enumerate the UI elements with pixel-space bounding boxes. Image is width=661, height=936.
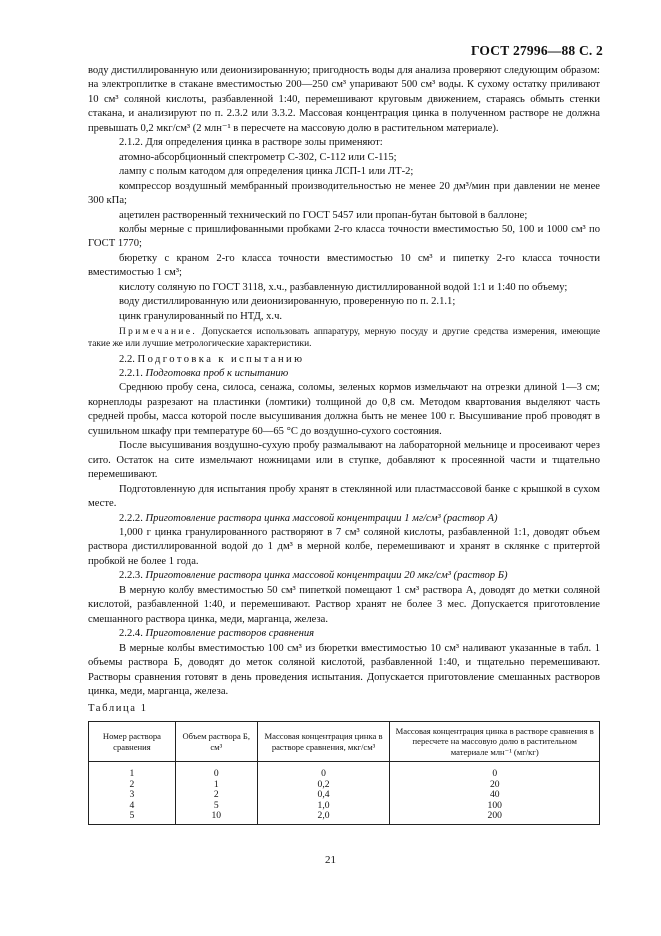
table-row — [89, 801, 600, 812]
table-cell: 1,0 — [257, 801, 390, 812]
table-cell: 0,2 — [257, 780, 390, 791]
subsection-heading — [88, 569, 600, 583]
list-item: колбы мерные с пришлифованными пробками 2-го класса точности вместимостью 50, 100 и 1000 см³ по ГОСТ 1770; — [88, 223, 600, 250]
table-cell: 100 — [390, 801, 600, 812]
section-heading — [88, 353, 600, 367]
data-table — [88, 721, 600, 825]
subsection-heading — [88, 512, 600, 526]
note — [88, 326, 600, 350]
table-cell: 2,0 — [257, 811, 390, 824]
table-caption: Таблица 1 — [88, 703, 148, 715]
subsection-title: Подготовка проб к испытанию — [145, 368, 289, 380]
list-item: лампу с полым катодом для определения цинка ЛСП-1 или ЛТ-2; — [119, 166, 414, 178]
list-item: компрессор воздушный мембранный производительностью не менее 20 дм³/мин при давлении не менее 300 кПа; — [88, 180, 600, 207]
list-item: воду дистиллированную или деионизированную, проверенную по п. 2.1.1; — [119, 296, 456, 308]
subsection-number: 2.2.1. — [119, 368, 143, 380]
table-row — [89, 780, 600, 791]
table-row — [89, 762, 600, 780]
page-header: ГОСТ 27996—88 С. 2 — [470, 43, 603, 58]
note-text: Допускается использовать аппаратуру, мерную посуду и другие средства измерения, имеющие такие же или лучшие метрологические характеристики. — [88, 327, 601, 350]
table-cell: 200 — [390, 811, 600, 824]
table-cell: 0 — [257, 762, 390, 780]
table-cell: 5 — [89, 811, 176, 824]
table-cell: 3 — [89, 790, 176, 801]
subsection-title: Приготовление растворов сравнения — [145, 628, 315, 640]
subsection-number: 2.2.4. — [119, 628, 143, 640]
table-cell: 10 — [175, 811, 257, 824]
subsection-number: 2.2.2. — [119, 512, 143, 524]
subsection-title: Приготовление раствора цинка массовой концентрации 20 мкг/см³ (раствор Б) — [145, 570, 508, 582]
table-row — [89, 790, 600, 801]
subsection-number: 2.2.3. — [119, 570, 143, 582]
table-cell: 0,4 — [257, 790, 390, 801]
table-cell: 1 — [89, 762, 176, 780]
document-body — [88, 64, 600, 825]
subsection-heading — [88, 627, 600, 641]
section-number: 2.2. — [119, 353, 135, 365]
table-cell: 5 — [175, 801, 257, 812]
column-header: Объем раствора Б, см³ — [175, 721, 257, 761]
table-cell: 2 — [89, 780, 176, 791]
list-item: кислоту соляную по ГОСТ 3118, х.ч., разбавленную дистиллированной водой 1:1 и 1:40 по объему; — [119, 281, 568, 293]
list-item: ацетилен растворенный технический по ГОСТ 5457 или пропан-бутан бытовой в баллоне; — [119, 209, 528, 221]
note-label: Примечание. — [119, 327, 198, 338]
table-cell: 1 — [175, 780, 257, 791]
paragraph: В мерную колбу вместимостью 50 см³ пипеткой помещают 1 см³ раствора А, доводят до метки соляной кислотой, разбавленной 1:40, и перемешивают. Раствор хранят не более 3 мес. Допускается приготовление смешанного раствора цинка, меди, марганца, железа. — [88, 584, 600, 625]
table-cell: 4 — [89, 801, 176, 812]
list-item: атомно-абсорбционный спектрометр С-302, С-112 или С-115; — [119, 151, 397, 163]
paragraph: После высушивания воздушно-сухую пробу размалывают на лабораторной мельнице и просеивают через сито. Остаток на сите измельчают ножницами или в ступке, добавляют к просеянной части и тщательно перемешивают. — [88, 440, 600, 481]
paragraph: 1,000 г цинка гранулированного растворяют в 7 см³ соляной кислоты, разбавленной 1:1, доводят объем раствора дистиллированной водой до 1 дм³ в мерной колбе, перемешивают и хранят в склянке с притертой пробкой не более 1 года. — [88, 527, 600, 567]
paragraph: Подготовленную для испытания пробу хранят в стеклянной или пластмассовой банке с крышкой в сухом месте. — [88, 483, 600, 510]
page-number: 21 — [325, 854, 336, 866]
table-cell: 0 — [175, 762, 257, 780]
column-header: Номер раствора сравнения — [89, 721, 176, 761]
table-cell: 0 — [390, 762, 600, 780]
subsection-title: Приготовление раствора цинка массовой концентрации 1 мг/см³ (раствор А) — [145, 512, 498, 524]
table-cell: 40 — [390, 790, 600, 801]
list-item: бюретку с краном 2-го класса точности вместимостью 10 см³ и пипетку 2-го класса точности вместимостью 1 см³; — [88, 252, 600, 279]
paragraph: Среднюю пробу сена, силоса, сенажа, соломы, зеленых кормов измельчают на отрезки длиной 1—3 см; корнеплоды разрезают на пластинки (ломтики) толщиной до 0,8 см. Методом квартования выделяют часть средней пробы, масса которой после высушивания должна быть не менее 100 г. Высушивание проб проводят в сушильном шкафу при температуре 60—65 °С до воздушно-сухого состояния. — [88, 382, 600, 437]
subsection-heading — [88, 367, 600, 381]
paragraph: воду дистиллированную или деионизированную; пригодность воды для анализа проверяют следующим образом: на электроплитке в стакане вместимостью 200—250 см³ упаривают 500 см³ воды. К сухому остатку приливают 10 см³ соляной кислоты, разбавленной 1:40, перемешивают круговым движением, стараясь обмыть стенки стакана, и анализируют по п. 2.3.2 или 3.3.2. Массовая концентрация цинка в полученном растворе не должна превышать 0,2 мкг/см³ (2 млн⁻¹ в пересчете на массовую долю в растительном материале). — [88, 65, 600, 134]
column-header: Массовая концентрация цинка в растворе сравнения в пересчете на массовую долю в растительном материале млн⁻¹ (мг/кг) — [390, 721, 600, 761]
section-title: Подготовка к испытанию — [137, 353, 305, 365]
paragraph: 2.1.2. Для определения цинка в растворе золы применяют: — [119, 137, 383, 149]
table-cell: 20 — [390, 780, 600, 791]
list-item: цинк гранулированный по НТД, х.ч. — [119, 310, 283, 322]
table-row — [89, 811, 600, 824]
table-cell: 2 — [175, 790, 257, 801]
table-header-row — [89, 721, 600, 761]
paragraph: В мерные колбы вместимостью 100 см³ из бюретки вместимостью 10 см³ наливают указанные в табл. 1 объемы раствора Б, доводят до меток соляной кислотой, разбавленной 1:40, и тщательно перемешивают. Растворы сравнения готовят в день проведения испытания. Допускается приготовление смешанных растворов цинка, меди, марганца, железа. — [88, 642, 600, 697]
column-header: Массовая концентрация цинка в растворе сравнения, мкг/см³ — [257, 721, 390, 761]
